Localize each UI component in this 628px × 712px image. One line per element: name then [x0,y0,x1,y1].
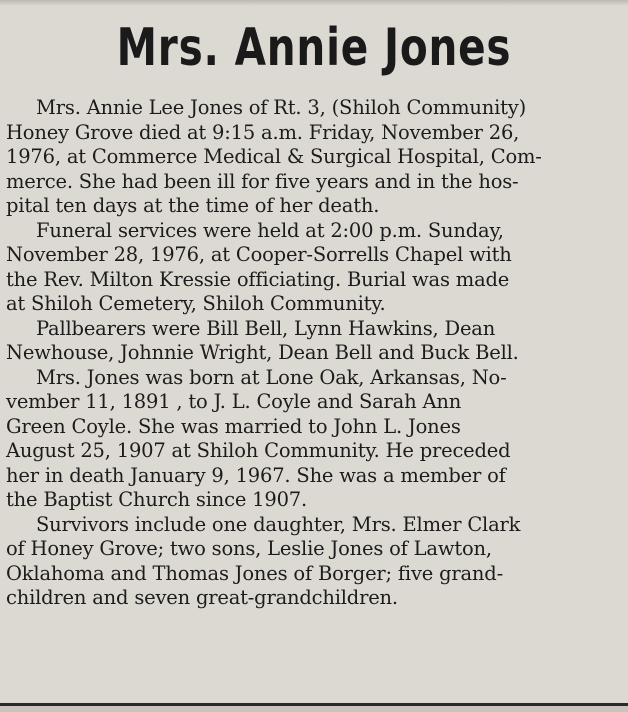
text-line: Honey Grove died at 9:15 a.m. Friday, November 26, [6,120,520,144]
text-line: Mrs. Jones was born at Lone Oak, Arkansas, No- [36,365,507,389]
paragraph-funeral [6,219,618,317]
text-line: Green Coyle. She was married to John L. Jones [6,414,461,438]
text-line: of Honey Grove; two sons, Leslie Jones of Lawton, [6,537,492,560]
clipping-bottom-edge [0,706,628,712]
text-line: the Baptist Church since 1907. [6,488,308,511]
paragraph-death [6,96,618,219]
text-line: vember 11, 1891 , to J. L. Coyle and Sarah Ann [6,390,462,413]
obituary-body [6,96,618,611]
text-line: Funeral services were held at 2:00 p.m. Sunday, [36,218,504,242]
paragraph-biography [6,366,618,513]
text-line: at Shiloh Cemetery, Shiloh Community. [6,292,386,315]
clipping-top-edge [0,0,628,6]
text-line: merce. She had been ill for five years and in the hos- [6,169,519,193]
text-line: Pallbearers were Bill Bell, Lynn Hawkins, Dean [36,316,496,340]
text-line: Survivors include one daughter, Mrs. Elmer Clark [36,512,521,536]
text-line: children and seven great-grandchildren. [6,586,398,609]
text-line: 1976, at Commerce Medical & Surgical Hospital, Com- [6,145,542,168]
text-line: August 25, 1907 at Shiloh Community. He preceded [6,439,511,462]
text-line: Mrs. Annie Lee Jones of Rt. 3, (Shiloh Community) [36,96,526,119]
text-line: Newhouse, Johnnie Wright, Dean Bell and Buck Bell. [6,341,519,364]
text-line: pital ten days at the time of her death. [6,194,380,217]
obituary-headline: Mrs. Annie Jones [116,18,512,78]
text-line: her in death January 9, 1967. She was a member of [6,463,506,487]
paragraph-survivors [6,513,618,611]
text-line: the Rev. Milton Kressie officiating. Burial was made [6,267,510,291]
text-line: Oklahoma and Thomas Jones of Borger; five grand- [6,561,503,585]
text-line: November 28, 1976, at Cooper-Sorrells Chapel with [6,243,512,266]
paragraph-pallbearers [6,317,618,366]
